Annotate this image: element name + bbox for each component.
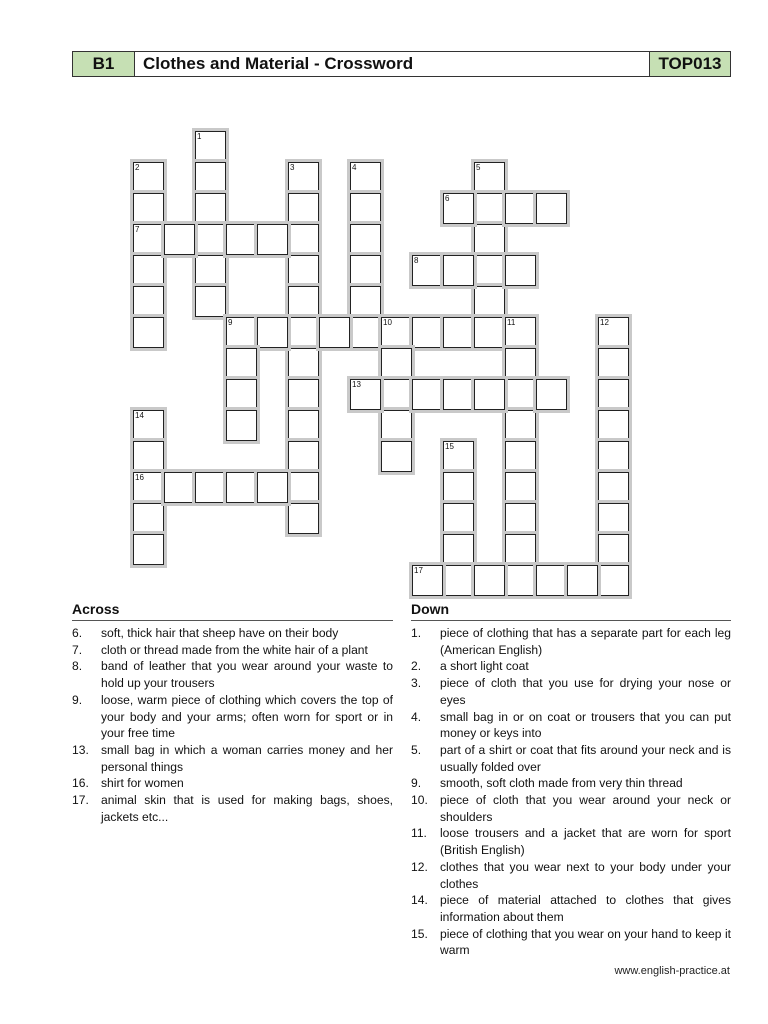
- down-clue-item: [411, 792, 731, 825]
- clue-number: 12.: [411, 859, 428, 874]
- across-clue-item: [72, 775, 393, 792]
- down-clue-item: [411, 709, 731, 742]
- crossword-cell[interactable]: [226, 410, 257, 441]
- crossword-cell[interactable]: [133, 286, 164, 317]
- cell-number: 13: [352, 380, 361, 389]
- down-clue-item: [411, 825, 731, 858]
- clue-number: 14.: [411, 893, 428, 908]
- crossword-cell[interactable]: [164, 472, 195, 503]
- clue-text: piece of cloth that you wear around your neck or shoulders: [440, 793, 731, 824]
- down-clue-item: [411, 892, 731, 925]
- clue-text: small bag in or on coat or trousers that you can put money or keys into: [440, 709, 731, 741]
- cell-number: 16: [135, 473, 144, 482]
- crossword-cell[interactable]: [195, 193, 226, 224]
- clue-number: 7.: [72, 642, 83, 657]
- crossword-cell[interactable]: [536, 193, 567, 224]
- cell-number: 12: [600, 318, 609, 327]
- cell-number: 4: [352, 163, 357, 172]
- crossword-cell[interactable]: [133, 317, 164, 348]
- clue-number: 9.: [72, 692, 83, 707]
- crossword-cell[interactable]: [474, 379, 505, 410]
- clue-number: 13.: [72, 742, 89, 757]
- crossword-cell[interactable]: [226, 472, 257, 503]
- crossword-cell[interactable]: [381, 348, 412, 379]
- crossword-cell[interactable]: [226, 348, 257, 379]
- crossword-cell[interactable]: [257, 472, 288, 503]
- crossword-cell[interactable]: [133, 193, 164, 224]
- crossword-cell[interactable]: [195, 255, 226, 286]
- crossword-cell[interactable]: [288, 317, 319, 348]
- crossword-cell[interactable]: [226, 317, 257, 348]
- down-clues: [411, 601, 731, 959]
- crossword-cell[interactable]: [474, 193, 505, 224]
- crossword-cell[interactable]: [133, 255, 164, 286]
- down-clue-item: [411, 658, 731, 675]
- clue-text: a short light coat: [440, 659, 529, 674]
- crossword-cell[interactable]: [412, 379, 443, 410]
- crossword-cell[interactable]: [598, 348, 629, 379]
- clue-number: 1.: [411, 626, 422, 640]
- crossword-cell[interactable]: [195, 472, 226, 503]
- crossword-cell[interactable]: [350, 193, 381, 224]
- crossword-cell[interactable]: [288, 379, 319, 410]
- crossword-cell[interactable]: [288, 224, 319, 255]
- crossword-cell[interactable]: [350, 317, 381, 348]
- crossword-cell[interactable]: [598, 472, 629, 503]
- down-clue-item: [411, 775, 731, 792]
- crossword-cell[interactable]: [195, 162, 226, 193]
- crossword-cell[interactable]: [443, 441, 474, 472]
- cell-number: 5: [476, 163, 481, 172]
- across-heading: Across: [72, 601, 393, 621]
- down-clue-item: [411, 675, 731, 708]
- clue-number: 2.: [411, 659, 422, 674]
- across-clue-item: [72, 625, 393, 642]
- clue-number: 5.: [411, 742, 422, 757]
- across-clue-item: [72, 692, 393, 742]
- page-title: Clothes and Material - Crossword: [135, 52, 649, 76]
- crossword-cell[interactable]: [381, 441, 412, 472]
- crossword-cell[interactable]: [474, 162, 505, 193]
- crossword-cell[interactable]: [598, 441, 629, 472]
- down-clue-item: [411, 742, 731, 775]
- crossword-cell[interactable]: [412, 317, 443, 348]
- crossword-cell[interactable]: [133, 162, 164, 193]
- crossword-cell[interactable]: [133, 503, 164, 534]
- crossword-cell[interactable]: [288, 441, 319, 472]
- crossword-cell[interactable]: [443, 379, 474, 410]
- crossword-cell[interactable]: [412, 255, 443, 286]
- crossword-cell[interactable]: [133, 534, 164, 565]
- cell-number: 2: [135, 163, 140, 172]
- crossword-cell[interactable]: [505, 472, 536, 503]
- clue-text: band of leather that you wear around your waste to hold up your trousers: [101, 659, 393, 691]
- crossword-cell[interactable]: [288, 162, 319, 193]
- crossword-cell[interactable]: [412, 565, 443, 596]
- crossword-cell[interactable]: [505, 379, 536, 410]
- cell-number: 15: [445, 442, 454, 451]
- crossword-cell[interactable]: [474, 565, 505, 596]
- crossword-cell[interactable]: [288, 503, 319, 534]
- clue-text: smooth, soft cloth made from very thin thread: [440, 776, 683, 791]
- crossword-cell[interactable]: [133, 441, 164, 472]
- crossword-cell[interactable]: [350, 162, 381, 193]
- cell-number: 10: [383, 318, 392, 327]
- across-clue-item: [72, 642, 393, 659]
- crossword-cell[interactable]: [598, 410, 629, 441]
- down-clue-item: [411, 859, 731, 892]
- crossword-cell[interactable]: [505, 410, 536, 441]
- crossword-cell[interactable]: [443, 565, 474, 596]
- crossword-cell[interactable]: [598, 565, 629, 596]
- clue-text: shirt for women: [101, 776, 184, 791]
- crossword-cell[interactable]: [288, 255, 319, 286]
- crossword-cell[interactable]: [288, 410, 319, 441]
- clue-number: 10.: [411, 793, 428, 808]
- cell-number: 9: [228, 318, 233, 327]
- cell-number: 8: [414, 256, 419, 265]
- crossword-cell[interactable]: [350, 255, 381, 286]
- crossword-cell[interactable]: [195, 286, 226, 317]
- crossword-cell[interactable]: [226, 379, 257, 410]
- across-clues: [72, 601, 393, 825]
- crossword-cell[interactable]: [257, 224, 288, 255]
- down-heading: Down: [411, 601, 731, 621]
- clue-text: part of a shirt or coat that fits around your neck and is usually folded over: [440, 742, 731, 774]
- down-clue-item: [411, 625, 731, 658]
- crossword-cell[interactable]: [598, 503, 629, 534]
- crossword-cell[interactable]: [443, 503, 474, 534]
- crossword-cell[interactable]: [505, 348, 536, 379]
- down-clue-list: [411, 625, 731, 959]
- clue-number: 4.: [411, 709, 422, 724]
- across-clue-item: [72, 658, 393, 691]
- clue-number: 16.: [72, 776, 89, 791]
- clue-number: 9.: [411, 776, 422, 791]
- clue-text: piece of cloth that you use for drying your nose or eyes: [440, 676, 731, 707]
- level-badge: B1: [73, 52, 135, 76]
- crossword-cell[interactable]: [505, 503, 536, 534]
- crossword-cell[interactable]: [598, 534, 629, 565]
- crossword-cell[interactable]: [443, 534, 474, 565]
- crossword-cell[interactable]: [164, 224, 195, 255]
- crossword-cell[interactable]: [505, 193, 536, 224]
- crossword-cell[interactable]: [288, 348, 319, 379]
- clue-text: small bag in which a woman carries money and her personal things: [101, 742, 393, 774]
- clue-text: loose, warm piece of clothing which covers the top of your body and your arms; often worn for sport or in your free time: [101, 692, 393, 741]
- crossword-cell[interactable]: [443, 472, 474, 503]
- clue-text: soft, thick hair that sheep have on their body: [101, 626, 339, 640]
- clue-text: cloth or thread made from the white hair of a plant: [101, 642, 368, 657]
- across-clue-item: [72, 742, 393, 775]
- crossword-cell[interactable]: [505, 441, 536, 472]
- crossword-cell[interactable]: [474, 317, 505, 348]
- cell-number: 11: [507, 318, 516, 327]
- worksheet-code: TOP013: [649, 52, 730, 76]
- crossword-cell[interactable]: [319, 317, 350, 348]
- crossword-cell[interactable]: [474, 224, 505, 255]
- crossword-cell[interactable]: [505, 317, 536, 348]
- crossword-cell[interactable]: [288, 193, 319, 224]
- crossword-cell[interactable]: [288, 286, 319, 317]
- clue-text: loose trousers and a jacket that are worn for sport (British English): [440, 826, 731, 858]
- cell-number: 6: [445, 194, 450, 203]
- across-clue-item: [72, 792, 393, 825]
- crossword-cell[interactable]: [133, 472, 164, 503]
- clue-number: 11.: [411, 826, 427, 841]
- crossword-cell[interactable]: [381, 379, 412, 410]
- crossword-cell[interactable]: [536, 565, 567, 596]
- clue-text: piece of clothing that has a separate part for each leg (American English): [440, 626, 731, 657]
- crossword-cell[interactable]: [505, 534, 536, 565]
- crossword-cell[interactable]: [443, 193, 474, 224]
- crossword-cell[interactable]: [350, 286, 381, 317]
- crossword-cell[interactable]: [381, 317, 412, 348]
- cell-number: 3: [290, 163, 295, 172]
- crossword-cell[interactable]: [133, 410, 164, 441]
- across-clue-list: [72, 625, 393, 825]
- clue-number: 17.: [72, 793, 89, 808]
- crossword-cell[interactable]: [567, 565, 598, 596]
- crossword-cell[interactable]: [381, 410, 412, 441]
- crossword-cell[interactable]: [474, 286, 505, 317]
- crossword-cell[interactable]: [288, 472, 319, 503]
- crossword-cell[interactable]: [474, 255, 505, 286]
- crossword-cell[interactable]: [598, 317, 629, 348]
- cell-number: 7: [135, 225, 140, 234]
- clue-text: clothes that you wear next to your body under your clothes: [440, 859, 731, 891]
- clue-number: 6.: [72, 626, 83, 640]
- cell-number: 14: [135, 411, 144, 420]
- crossword-cell[interactable]: [350, 224, 381, 255]
- cell-number: 17: [414, 566, 423, 575]
- crossword-cell[interactable]: [195, 131, 226, 162]
- crossword-cell[interactable]: [443, 255, 474, 286]
- clue-text: animal skin that is used for making bags, shoes, jackets etc...: [101, 793, 393, 824]
- clue-number: 15.: [411, 926, 428, 941]
- crossword-cell[interactable]: [226, 224, 257, 255]
- crossword-cell[interactable]: [350, 379, 381, 410]
- crossword-cell[interactable]: [505, 255, 536, 286]
- clue-text: piece of clothing that you wear on your hand to keep it warm: [440, 926, 731, 958]
- crossword-cell[interactable]: [195, 224, 226, 255]
- crossword-cell[interactable]: [536, 379, 567, 410]
- crossword-cell[interactable]: [505, 565, 536, 596]
- crossword-cell[interactable]: [133, 224, 164, 255]
- cell-number: 1: [197, 132, 202, 141]
- down-clue-item: [411, 926, 731, 959]
- clue-number: 8.: [72, 659, 83, 674]
- crossword-cell[interactable]: [257, 317, 288, 348]
- crossword-cell[interactable]: [598, 379, 629, 410]
- crossword-cell[interactable]: [443, 317, 474, 348]
- footer-url: www.english-practice.at: [614, 965, 730, 977]
- clue-text: piece of material attached to clothes that gives information about them: [440, 893, 731, 924]
- clue-number: 3.: [411, 676, 422, 691]
